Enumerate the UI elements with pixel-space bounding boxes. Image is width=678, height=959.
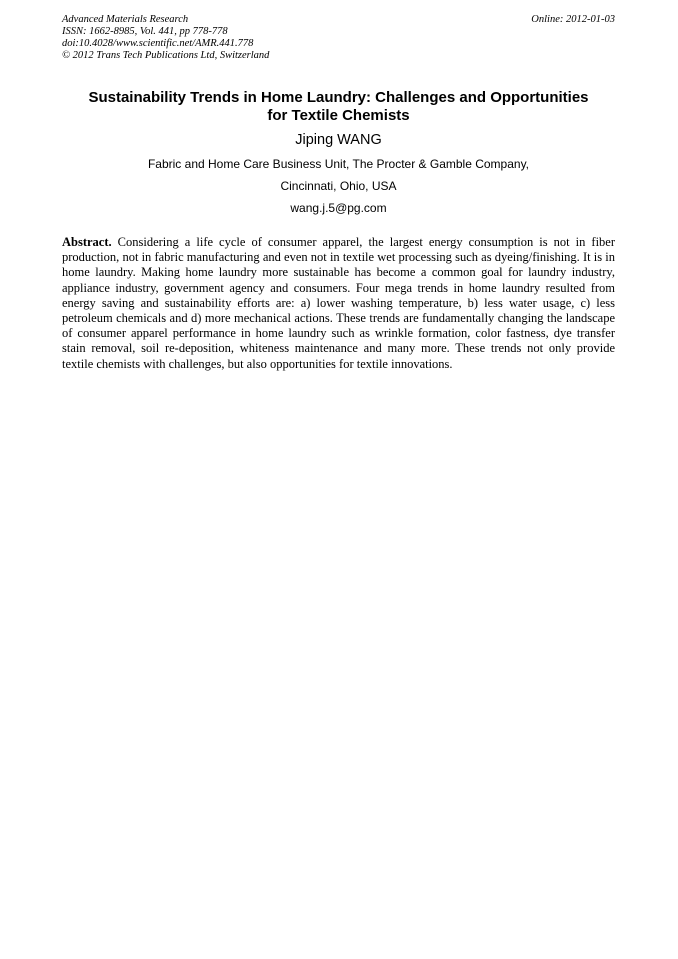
affiliation-line-2: Cincinnati, Ohio, USA bbox=[280, 179, 397, 193]
issn-line: ISSN: 1662-8985, Vol. 441, pp 778-778 bbox=[62, 26, 228, 37]
journal-header bbox=[62, 14, 269, 62]
copyright-line: © 2012 Trans Tech Publications Ltd, Switzerland bbox=[62, 50, 270, 61]
abstract-label: Abstract. bbox=[62, 235, 112, 249]
paper-title bbox=[62, 89, 615, 125]
online-date: Online: 2012-01-03 bbox=[531, 14, 615, 25]
author-name: Jiping WANG bbox=[295, 132, 382, 148]
affiliation-line-1: Fabric and Home Care Business Unit, The Procter & Gamble Company, bbox=[147, 157, 530, 171]
abstract-paragraph bbox=[62, 235, 615, 372]
author-email: wang.j.5@pg.com bbox=[290, 201, 387, 215]
title-line-2: for Textile Chemists bbox=[267, 107, 410, 124]
abstract-text: Considering a life cycle of consumer apparel, the largest energy consumption is not in fiber production, not in fabric manufacturing and even not in textile wet processing such as dyeing/finishing. It is in home laundry. Making home laundry more sustainable has become a common goal for laundry industry, appliance industry, government agency and consumers. Four mega trends in home laundry resulted from energy saving and sustainability efforts are: a) lower washing temperature, b) less water usage, c) less petroleum chemicals and d) more mechanical actions. These trends are fundamentally changing the landscape of consumer apparel performance in home laundry such as wrinkle formation, color fastness, dye transfer stain removal, soil re-deposition, whiteness maintenance and many more. These trends not only provide textile chemists with challenges, but also opportunities for textile innovations. bbox=[62, 235, 615, 371]
title-line-1: Sustainability Trends in Home Laundry: Challenges and Opportunities bbox=[88, 89, 589, 106]
doi-line: doi:10.4028/www.scientific.net/AMR.441.778 bbox=[62, 38, 254, 49]
journal-name: Advanced Materials Research bbox=[62, 14, 189, 25]
